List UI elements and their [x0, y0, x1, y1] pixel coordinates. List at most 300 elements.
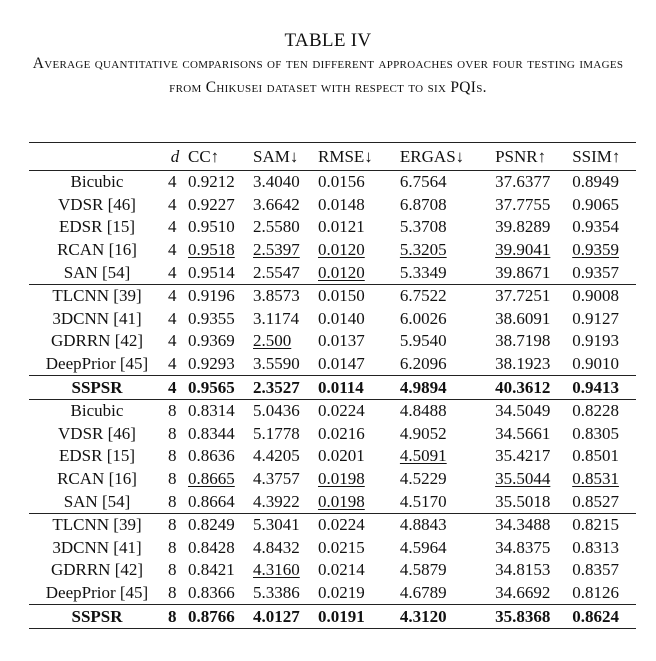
cell-rmse: [315, 513, 390, 536]
value-sam: 4.8432: [253, 537, 300, 557]
value-cc: 0.9565: [188, 377, 235, 397]
cell-rmse: [315, 537, 390, 560]
cell-rmse: [315, 261, 390, 284]
cell-sam: [250, 537, 315, 560]
cell-ergas: [390, 171, 485, 194]
table-row: [29, 239, 636, 262]
value-rmse: 0.0121: [318, 217, 365, 237]
value-rmse: 0.0120: [318, 262, 365, 282]
cell-sam: [250, 423, 315, 446]
value-cc: 0.8428: [188, 537, 235, 557]
value-cc: 0.9518: [188, 240, 235, 260]
cell-rmse: [315, 399, 390, 422]
cell-ssim: [569, 194, 636, 217]
cell-cc: [185, 376, 250, 400]
value-ergas: 4.9052: [399, 423, 447, 443]
cell-rmse: [315, 376, 390, 400]
header-ssim: SSIM↑: [569, 143, 636, 171]
value-psnr: 34.3488: [495, 515, 551, 535]
table-row: [29, 171, 636, 194]
value-sam: 4.3922: [253, 491, 300, 511]
cell-ergas: [390, 239, 485, 262]
cell-cc: [185, 330, 250, 353]
cell-d: 8: [165, 513, 185, 536]
table-row: [29, 537, 636, 560]
cell-d: 8: [168, 469, 177, 489]
value-rmse: 0.0137: [318, 331, 365, 351]
header-d: d: [165, 143, 185, 171]
cell-cc: [185, 605, 250, 629]
value-sam: 3.8573: [253, 286, 300, 306]
value-ergas: 4.5091: [399, 446, 447, 466]
value-psnr: 39.8671: [495, 262, 551, 282]
cell-sam: [250, 399, 315, 422]
cell-sam: [250, 353, 315, 376]
value-ergas: 4.5170: [399, 491, 447, 511]
value-psnr: 37.7755: [495, 194, 551, 214]
cell-ergas: [390, 376, 485, 400]
cell-psnr: [485, 171, 569, 194]
cell-cc: [185, 216, 250, 239]
cell-ergas: [390, 605, 485, 629]
header-ergas: ERGAS↓: [390, 143, 485, 171]
value-cc: 0.8665: [188, 469, 235, 489]
value-psnr: 37.6377: [495, 172, 551, 192]
value-psnr: 35.8368: [495, 606, 551, 626]
value-ergas: 5.9540: [399, 331, 447, 351]
value-cc: 0.8664: [188, 491, 235, 511]
cell-d: 4: [168, 331, 177, 351]
cell-ssim: [569, 330, 636, 353]
value-ssim: 0.9359: [572, 240, 619, 260]
cell-rmse: [315, 468, 390, 491]
value-cc: 0.9355: [188, 308, 235, 328]
value-ergas: 4.6789: [399, 582, 447, 602]
header-rmse: RMSE↓: [315, 143, 390, 171]
cell-ssim: [569, 216, 636, 239]
value-sam: 3.1174: [253, 308, 300, 328]
value-ergas: 4.5879: [399, 560, 447, 580]
cell-rmse: [315, 194, 390, 217]
table-row: [29, 468, 636, 491]
cell-ssim: [569, 261, 636, 284]
cell-sam: [250, 284, 315, 307]
header-sam: SAM↓: [250, 143, 315, 171]
table-row: [29, 216, 636, 239]
table-row: [29, 513, 636, 536]
cell-method: Bicubic: [29, 171, 165, 194]
value-sam: 5.3041: [253, 515, 300, 535]
cell-sam: [250, 194, 315, 217]
value-cc: 0.8766: [188, 606, 235, 626]
cell-psnr: [485, 308, 569, 331]
cell-cc: [185, 513, 250, 536]
cell-rmse: [315, 423, 390, 446]
value-ssim: 0.8624: [572, 606, 619, 626]
cell-psnr: [485, 330, 569, 353]
table-row: [29, 330, 636, 353]
value-psnr: 34.6692: [495, 582, 551, 602]
cell-cc: [185, 261, 250, 284]
value-ssim: 0.8501: [572, 446, 619, 466]
cell-d: 4: [165, 171, 185, 194]
table-row: [29, 605, 636, 629]
value-ssim: 0.8228: [572, 401, 619, 421]
value-rmse: 0.0150: [318, 286, 365, 306]
value-psnr: 39.8289: [495, 217, 551, 237]
cell-ergas: [390, 399, 485, 422]
table-row: [29, 490, 636, 513]
value-rmse: 0.0198: [318, 491, 365, 511]
cell-method: DeepPrior [45]: [45, 354, 149, 374]
table-header-row: [29, 143, 636, 171]
value-ssim: 0.8215: [572, 515, 619, 535]
value-rmse: 0.0120: [318, 240, 365, 260]
cell-method: 3DCNN [41]: [52, 308, 142, 328]
cell-ergas: [390, 445, 485, 468]
cell-method: VDSR [46]: [58, 194, 136, 214]
value-ergas: 4.8488: [399, 401, 447, 421]
cell-ssim: [569, 171, 636, 194]
table-row: [29, 284, 636, 307]
value-ergas: 4.8843: [399, 515, 447, 535]
cell-cc: [185, 284, 250, 307]
cell-cc: [185, 171, 250, 194]
value-ssim: 0.9065: [572, 194, 619, 214]
value-cc: 0.9212: [188, 172, 235, 192]
header-cc: CC↑: [185, 143, 250, 171]
value-cc: 0.9293: [188, 354, 235, 374]
cell-method: RCAN [16]: [57, 240, 137, 260]
cell-psnr: [485, 537, 569, 560]
value-ssim: 0.8357: [572, 560, 619, 580]
value-sam: 2.5397: [253, 240, 300, 260]
value-rmse: 0.0224: [318, 515, 365, 535]
value-ergas: 5.3708: [399, 217, 447, 237]
cell-method: SAN [54]: [63, 491, 131, 511]
cell-method: 3DCNN [41]: [52, 537, 142, 557]
table-row: [29, 194, 636, 217]
cell-rmse: [315, 308, 390, 331]
cell-ergas: [390, 308, 485, 331]
value-sam: 3.5590: [253, 354, 300, 374]
value-psnr: 38.7198: [495, 331, 551, 351]
value-sam: 5.3386: [253, 582, 300, 602]
value-psnr: 38.6091: [495, 308, 551, 328]
cell-ssim: [569, 559, 636, 582]
cell-sam: [250, 513, 315, 536]
cell-d: 4: [168, 217, 177, 237]
value-sam: 4.3757: [253, 469, 300, 489]
cell-method: EDSR [15]: [58, 446, 136, 466]
value-ssim: 0.9127: [572, 308, 619, 328]
cell-method: VDSR [46]: [58, 423, 136, 443]
cell-ergas: [390, 216, 485, 239]
cell-cc: [185, 559, 250, 582]
cell-rmse: [315, 216, 390, 239]
cell-cc: [185, 399, 250, 422]
cell-ssim: [569, 605, 636, 629]
cell-ssim: [569, 582, 636, 605]
table-row: [29, 582, 636, 605]
cell-ergas: [390, 284, 485, 307]
cell-ergas: [390, 490, 485, 513]
value-ergas: 4.5964: [399, 537, 447, 557]
value-ergas: 6.2096: [399, 354, 447, 374]
value-rmse: 0.0198: [318, 469, 365, 489]
cell-method: DeepPrior [45]: [45, 582, 149, 602]
cell-ergas: [390, 423, 485, 446]
table-row: [29, 376, 636, 400]
value-ergas: 6.0026: [399, 308, 447, 328]
cell-d: 4: [168, 308, 177, 328]
value-rmse: 0.0147: [318, 354, 365, 374]
value-ssim: 0.8305: [572, 423, 619, 443]
cell-rmse: [315, 353, 390, 376]
cell-ssim: [569, 513, 636, 536]
value-ssim: 0.8313: [572, 537, 619, 557]
cell-cc: [185, 308, 250, 331]
cell-psnr: [485, 353, 569, 376]
value-rmse: 0.0140: [318, 308, 365, 328]
cell-rmse: [315, 445, 390, 468]
results-table: [29, 142, 636, 629]
table-row: [29, 261, 636, 284]
cell-psnr: [485, 261, 569, 284]
value-rmse: 0.0215: [318, 537, 365, 557]
value-cc: 0.9510: [188, 217, 235, 237]
cell-cc: [185, 423, 250, 446]
value-sam: 2.5547: [253, 262, 300, 282]
cell-ssim: [569, 376, 636, 400]
value-ergas: 5.3205: [399, 240, 447, 260]
cell-rmse: [315, 239, 390, 262]
value-psnr: 34.8375: [495, 537, 551, 557]
value-rmse: 0.0214: [318, 560, 365, 580]
value-cc: 0.8344: [188, 423, 235, 443]
cell-d: 8: [168, 491, 177, 511]
cell-ergas: [390, 513, 485, 536]
cell-cc: [185, 353, 250, 376]
cell-d: 8: [168, 423, 177, 443]
cell-psnr: [485, 284, 569, 307]
cell-d: 4: [165, 284, 185, 307]
value-cc: 0.9196: [188, 286, 235, 306]
header-psnr: PSNR↑: [485, 143, 569, 171]
cell-cc: [185, 490, 250, 513]
value-cc: 0.9227: [188, 194, 235, 214]
cell-ssim: [569, 399, 636, 422]
value-rmse: 0.0156: [318, 172, 365, 192]
cell-method: TLCNN [39]: [29, 284, 165, 307]
value-psnr: 35.5044: [495, 469, 551, 489]
value-psnr: 37.7251: [495, 286, 551, 306]
value-psnr: 38.1923: [495, 354, 551, 374]
cell-d: 8: [165, 399, 185, 422]
cell-psnr: [485, 239, 569, 262]
cell-method: GDRRN [42]: [50, 331, 144, 351]
cell-sam: [250, 468, 315, 491]
value-psnr: 34.5661: [495, 423, 551, 443]
cell-psnr: [485, 490, 569, 513]
cell-method: GDRRN [42]: [50, 560, 144, 580]
value-psnr: 39.9041: [495, 240, 551, 260]
cell-method: SAN [54]: [63, 262, 131, 282]
table-row: [29, 559, 636, 582]
cell-d: 4: [168, 194, 177, 214]
value-ssim: 0.9193: [572, 331, 619, 351]
cell-d: 8: [165, 605, 185, 629]
value-sam: 3.6642: [253, 194, 300, 214]
value-cc: 0.8421: [188, 560, 235, 580]
value-rmse: 0.0216: [318, 423, 365, 443]
value-rmse: 0.0191: [318, 606, 365, 626]
value-psnr: 35.4217: [495, 446, 551, 466]
cell-cc: [185, 194, 250, 217]
cell-ssim: [569, 308, 636, 331]
table-row: [29, 399, 636, 422]
cell-sam: [250, 445, 315, 468]
cell-d: 4: [168, 262, 177, 282]
cell-rmse: [315, 605, 390, 629]
value-sam: 4.4205: [253, 446, 300, 466]
cell-psnr: [485, 445, 569, 468]
cell-ergas: [390, 559, 485, 582]
cell-ergas: [390, 537, 485, 560]
cell-ssim: [569, 353, 636, 376]
value-ssim: 0.9010: [572, 354, 619, 374]
cell-psnr: [485, 605, 569, 629]
table-row: [29, 445, 636, 468]
cell-cc: [185, 239, 250, 262]
table-row: [29, 423, 636, 446]
value-sam: 2.3527: [253, 377, 300, 397]
value-ssim: 0.8531: [572, 469, 619, 489]
value-cc: 0.9369: [188, 331, 235, 351]
table-caption: Average quantitative comparisons of ten different approaches over four testing images from Chikusei dataset with respect to six PQIs.: [32, 55, 624, 96]
value-cc: 0.8636: [188, 446, 235, 466]
value-ergas: 4.9894: [399, 377, 447, 397]
cell-rmse: [315, 330, 390, 353]
value-sam: 2.5580: [253, 217, 300, 237]
cell-sam: [250, 605, 315, 629]
cell-ssim: [569, 537, 636, 560]
cell-psnr: [485, 399, 569, 422]
cell-sam: [250, 239, 315, 262]
cell-sam: [250, 376, 315, 400]
cell-sam: [250, 216, 315, 239]
cell-psnr: [485, 423, 569, 446]
cell-psnr: [485, 468, 569, 491]
value-ssim: 0.9413: [572, 377, 619, 397]
cell-ergas: [390, 194, 485, 217]
value-rmse: 0.0201: [318, 446, 365, 466]
cell-psnr: [485, 582, 569, 605]
cell-ssim: [569, 284, 636, 307]
cell-method: SSPSR: [29, 376, 165, 400]
cell-rmse: [315, 582, 390, 605]
value-sam: 5.0436: [253, 401, 300, 421]
cell-sam: [250, 261, 315, 284]
cell-d: 8: [168, 582, 177, 602]
table-label: TABLE IV: [284, 30, 372, 51]
value-ergas: 5.3349: [399, 262, 447, 282]
value-ergas: 6.7564: [399, 172, 447, 192]
cell-method: TLCNN [39]: [29, 513, 165, 536]
cell-ssim: [569, 445, 636, 468]
value-sam: 2.500: [253, 331, 292, 351]
cell-ergas: [390, 330, 485, 353]
header-method: [29, 143, 165, 171]
cell-ergas: [390, 353, 485, 376]
value-sam: 5.1778: [253, 423, 300, 443]
cell-rmse: [315, 490, 390, 513]
cell-psnr: [485, 194, 569, 217]
cell-method: EDSR [15]: [58, 217, 136, 237]
cell-d: 8: [168, 446, 177, 466]
cell-ergas: [390, 468, 485, 491]
table-row: [29, 353, 636, 376]
cell-ssim: [569, 468, 636, 491]
cell-method: Bicubic: [29, 399, 165, 422]
cell-psnr: [485, 376, 569, 400]
value-ssim: 0.8126: [572, 582, 619, 602]
value-rmse: 0.0224: [318, 401, 365, 421]
cell-cc: [185, 537, 250, 560]
cell-d: 4: [168, 354, 177, 374]
cell-psnr: [485, 559, 569, 582]
cell-d: 8: [168, 560, 177, 580]
value-rmse: 0.0114: [318, 377, 364, 397]
value-cc: 0.8366: [188, 582, 235, 602]
cell-sam: [250, 490, 315, 513]
cell-psnr: [485, 513, 569, 536]
value-ssim: 0.9008: [572, 286, 619, 306]
table-body: [29, 171, 636, 629]
cell-rmse: [315, 559, 390, 582]
cell-method: SSPSR: [29, 605, 165, 629]
value-ergas: 6.7522: [399, 286, 447, 306]
cell-cc: [185, 468, 250, 491]
value-cc: 0.9514: [188, 262, 235, 282]
value-psnr: 34.8153: [495, 560, 551, 580]
cell-ergas: [390, 261, 485, 284]
value-ssim: 0.9357: [572, 262, 619, 282]
cell-ssim: [569, 490, 636, 513]
value-rmse: 0.0219: [318, 582, 365, 602]
value-cc: 0.8314: [188, 401, 235, 421]
value-ssim: 0.8527: [572, 491, 619, 511]
cell-sam: [250, 582, 315, 605]
cell-d: 4: [168, 240, 177, 260]
cell-rmse: [315, 284, 390, 307]
cell-sam: [250, 308, 315, 331]
value-sam: 3.4040: [253, 172, 300, 192]
value-ssim: 0.8949: [572, 172, 619, 192]
value-ergas: 6.8708: [399, 194, 447, 214]
cell-d: 4: [165, 376, 185, 400]
cell-sam: [250, 559, 315, 582]
cell-ergas: [390, 582, 485, 605]
cell-d: 8: [168, 537, 177, 557]
value-ergas: 4.3120: [399, 606, 447, 626]
cell-cc: [185, 445, 250, 468]
table-row: [29, 308, 636, 331]
value-psnr: 40.3612: [495, 377, 551, 397]
cell-ssim: [569, 423, 636, 446]
value-ssim: 0.9354: [572, 217, 619, 237]
value-sam: 4.3160: [253, 560, 300, 580]
